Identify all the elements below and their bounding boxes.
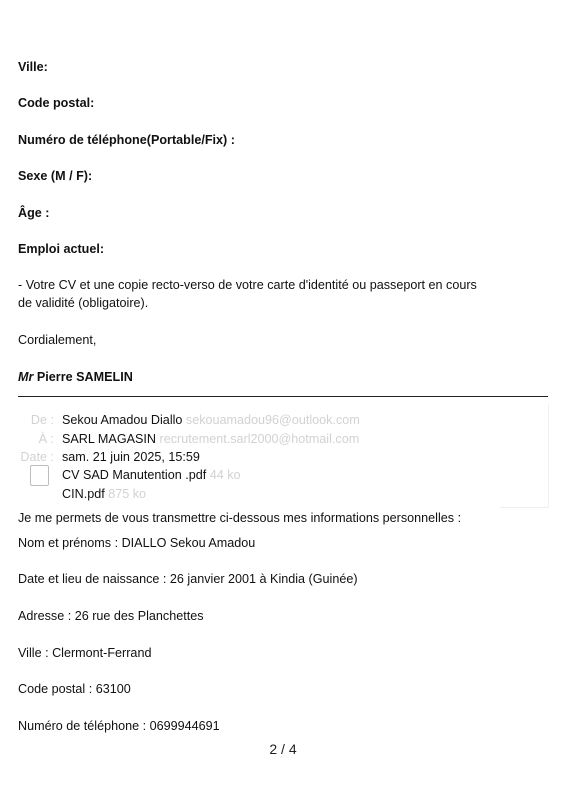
header-bottom-border bbox=[500, 507, 548, 508]
to-email[interactable]: recrutement.sarl2000@hotmail.com bbox=[159, 432, 360, 446]
code-postal-label: Code postal: bbox=[18, 96, 95, 110]
age-label: Âge : bbox=[18, 206, 50, 220]
reply-ville: Ville : Clermont-Ferrand bbox=[18, 646, 152, 660]
from-name: Sekou Amadou Diallo bbox=[62, 413, 183, 427]
date-value: sam. 21 juin 2025, 15:59 bbox=[62, 450, 200, 464]
to-field bbox=[62, 430, 359, 448]
reply-naissance: Date et lieu de naissance : 26 janvier 2001 à Kindia (Guinée) bbox=[18, 572, 358, 586]
reply-adresse: Adresse : 26 rue des Planchettes bbox=[18, 609, 204, 623]
telephone-label: Numéro de téléphone(Portable/Fix) : bbox=[18, 133, 235, 147]
ville-label: Ville: bbox=[18, 60, 48, 74]
reply-code-postal: Code postal : 63100 bbox=[18, 682, 131, 696]
attachment-size: 44 ko bbox=[209, 468, 241, 482]
signature-prefix: Mr bbox=[18, 370, 34, 384]
page-indicator: 2 / 4 bbox=[269, 741, 297, 757]
attachment-checkbox[interactable] bbox=[30, 465, 49, 486]
reply-telephone: Numéro de téléphone : 0699944691 bbox=[18, 719, 220, 733]
signature-name: Pierre SAMELIN bbox=[36, 370, 133, 384]
attachment-size: 875 ko bbox=[108, 487, 147, 501]
closing-text: Cordialement, bbox=[18, 333, 97, 347]
sexe-label: Sexe (M / F): bbox=[18, 169, 93, 183]
from-label: De : bbox=[30, 413, 54, 427]
attachment-name[interactable]: CV SAD Manutention .pdf bbox=[62, 468, 207, 482]
attachment-item[interactable] bbox=[62, 485, 146, 503]
section-divider bbox=[18, 396, 548, 397]
date-label: Date : bbox=[20, 450, 54, 464]
to-label: À : bbox=[38, 432, 54, 446]
signature bbox=[18, 369, 133, 385]
to-name: SARL MAGASIN bbox=[62, 432, 157, 446]
emploi-label: Emploi actuel: bbox=[18, 242, 105, 256]
from-email[interactable]: sekouamadou96@outlook.com bbox=[185, 413, 360, 427]
from-field bbox=[62, 411, 360, 429]
reply-intro: Je me permets de vous transmettre ci-dessous mes informations personnelles : bbox=[18, 511, 462, 525]
attachment-name[interactable]: CIN.pdf bbox=[62, 487, 105, 501]
header-right-border bbox=[548, 404, 549, 508]
required-documents-note: - Votre CV et une copie recto-verso de votre carte d'identité ou passeport en cours de validité (obligatoire). bbox=[18, 278, 477, 310]
attachment-item[interactable] bbox=[62, 466, 241, 484]
reply-nom: Nom et prénoms : DIALLO Sekou Amadou bbox=[18, 536, 256, 550]
